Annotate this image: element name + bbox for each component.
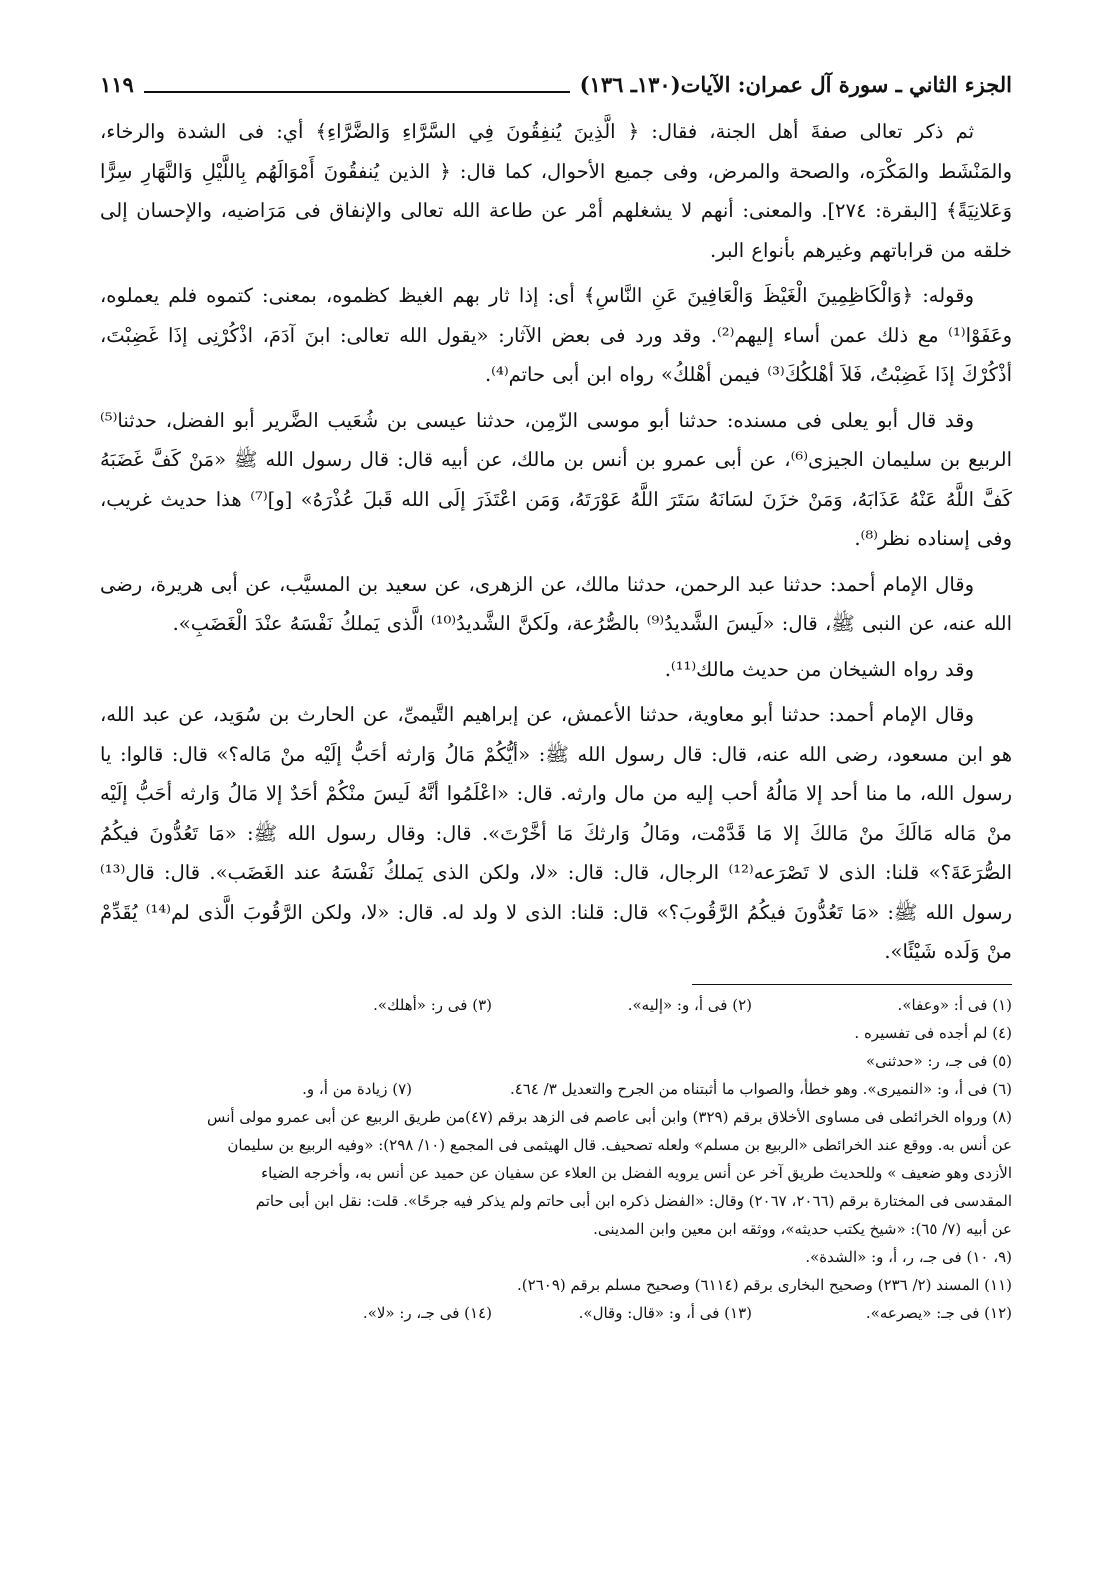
footnote: (١٣) فى أ، و: «قال: وقال».	[578, 1303, 752, 1322]
footnote-row	[100, 1075, 1012, 1103]
footnote-line: عن أبيه (٧/ ٦٥): «شيخ يكتب حديثه»، ووثقه ابن معين وابن المدينى.	[593, 1219, 1012, 1238]
running-header	[100, 68, 1012, 102]
footnote-line: الأزدى وهو ضعيف » وللحديث طريق آخر عن أنس يرويه الفضل بن العلاء عن سفيان عن حميد عن أنس به، وأخرجه الضياء	[261, 1163, 1012, 1182]
footnote-separator	[692, 984, 1012, 985]
paragraph: وقال الإمام أحمد: حدثنا عبد الرحمن، حدثنا مالك، عن الزهرى، عن سعيد بن المسيَّب، عن أبى هريرة، رضى الله عنه، عن النبى ﷺ، قال: «لَيسَ الشَّديدُ⁽⁹⁾ بالصُّرُعة، ولَكنَّ الشَّديدُ⁽¹⁰⁾ الَّذى يَملكُ نَفْسَهُ عنْدَ الْغَضَبِ».	[100, 572, 1012, 635]
footnote: (٢) فى أ، و: «إليه».	[627, 995, 752, 1014]
footnote-line: (٨) ورواه الخرائطى فى مساوى الأخلاق برقم (٣٢٩) وابن أبى عاصم فى الزهد برقم (٤٧)من طريق الربيع عن أبى عمرو مولى أنس	[207, 1107, 1012, 1126]
footnote: (٧) زيادة من أ، و.	[302, 1079, 412, 1098]
footnote: (١١) المسند (٢/ ٢٣٦) وصحيح البخارى برقم (٦١١٤) وصحيح مسلم برقم (٢٦٠٩).	[517, 1275, 1012, 1294]
footnote: (٦) فى أ، و: «النميرى». وهو خطأ، والصواب ما أثبتناه من الجرح والتعديل ٣/ ٤٦٤.	[509, 1079, 1012, 1098]
footnote: (١٤) فى جـ، ر: «لا».	[362, 1303, 492, 1322]
footnote-line: عن أنس به. ووقع عند الخرائطى «الربيع بن مسلم» ولعله تصحيف. قال الهيثمى فى المجمع (١٠/ ٢٩٨): «وفيه الربيع بن سليمان	[227, 1135, 1012, 1154]
page-number: ١١٩	[100, 72, 134, 97]
paragraph: وقد رواه الشيخان من حديث مالك⁽¹¹⁾.	[664, 657, 974, 681]
footnote-row	[100, 1299, 1012, 1327]
footnote: (١) فى أ: «وعفا».	[897, 995, 1012, 1014]
paragraph: ثم ذكر تعالى صفةَ أهل الجنة، فقال: ﴿ الَّذِينَ يُنفِقُونَ فِي السَّرَّاءِ وَالضَّرَّاءِ﴾ أي: فى الشدة والرخاء، والمَنْشَط والمَكْرَه، والصحة والمرض، وفى جميع الأحوال، كما قال: ﴿ الذين يُنفقُونَ أَمْوَالَهُم بِاللَّيْلِ وَالنَّهَارِ سِرًّا وَعَلانِيَةً﴾ [البقرة: ٢٧٤]. والمعنى: أنهم لا يشغلهم أمْر عن طاعة الله تعالى والإنفاق فى مَرَاضيه، والإحسان إلى خلقه من قراباتهم وغيرهم بأنواع البر.	[100, 120, 1012, 262]
footnote: (٥) فى جـ، ر: «حدثنى»	[865, 1051, 1012, 1070]
footnote-row	[100, 991, 1012, 1019]
footnote-line: المقدسى فى المختارة برقم (٢٠٦٦، ٢٠٦٧) وقال: «الفضل ذكره ابن أبى حاتم ولم يذكر فيه جرحًا». قلت: نقل ابن أبى حاتم	[255, 1191, 1012, 1210]
paragraph: وقوله: ﴿وَالْكَاظِمِينَ الْغَيْظَ وَالْعَافِينَ عَنِ النَّاسِ﴾ أى: إذا ثار بهم الغيظ كظموه، بمعنى: كتموه فلم يعملوه، وعَفَوْا⁽¹⁾ مع ذلك عمن أساء إليهم⁽²⁾. وقد ورد فى بعض الآثار: «يقول الله تعالى: ابنَ آدَمَ، اذْكُرْنِى إذَا غَضِبْتَ، أذْكُرْكَ إذَا غَضِبْتُ، فَلاَ أهْلكُكَ⁽³⁾ فيمن أهْلكُ» رواه ابن أبى حاتم⁽⁴⁾.	[100, 284, 1012, 386]
footnote: (١٢) فى جـ: «يصرعه».	[865, 1303, 1012, 1322]
footnote: (٤) لم أجده فى تفسيره .	[854, 1023, 1012, 1042]
paragraph: وقال الإمام أحمد: حدثنا أبو معاوية، حدثنا الأعمش، عن إبراهيم التَّيمىِّ، عن الحارث بن سُوَيد، عن عبد الله، هو ابن مسعود، رضى الله عنه، قال: قال رسول الله ﷺ: «أيُّكُمْ مَالُ وَارثه أحَبُّ إلَيْه منْ مَاله؟» قال: قالوا: يا رسول الله، ما منا أحد إلا مَالُهُ أحب إليه من مال وارثه. قال: «اعْلَمُوا أنَّهُ لَيسَ منْكُمْ أحَدٌ إلا مَالُ وَارثه أحَبُّ إلَيْه منْ مَاله مَالَكَ منْ مَالكَ إلا مَا قَدَّمْت، ومَالُ وَارثكَ مَا أخَّرْتَ». قال: وقال رسول الله ﷺ: «مَا تَعُدُّونَ فيكُمُ الصُّرَعَةَ؟» قلنا: الذى لا تَصْرَعه⁽¹²⁾ الرجال، قال: قال: «لا، ولكن الذى يَملكُ نَفْسَهُ عند الغَضَب». قال: قال⁽¹³⁾ رسول الله ﷺ: «مَا تَعُدُّونَ فيكُمُ الرَّقُوبَ؟» قال: قلنا: الذى لا ولد له. قال: «لا، ولكن الرَّقُوبَ الَّذى لم⁽¹⁴⁾ يُقَدِّمْ منْ وَلَده شَيْئًا».	[100, 703, 1012, 963]
paragraph: وقد قال أبو يعلى فى مسنده: حدثنا أبو موسى الزّمِن، حدثنا عيسى بن شُعَيب الضَّرير أبو الفضل، حدثنا⁽⁵⁾ الربيع بن سليمان الجيزى⁽⁶⁾، عن أبى عمرو بن أنس بن مالك، عن أبيه قال: قال رسول الله ﷺ «مَنْ كَفَّ غَضَبَهُ كَفَّ اللَّهُ عَنْهُ عَذَابَهُ، وَمَنْ خزَنَ لسَانَهُ سَتَرَ اللَّهُ عَوْرَتَهُ، وَمَن اعْتَذَرَ إلَى الله قَبلَ عُذْرَهُ» [و]⁽⁷⁾ هذا حديث غريب، وفى إسناده نظر⁽⁸⁾.	[100, 408, 1012, 550]
header-rule	[144, 91, 570, 93]
book-page	[100, 68, 1012, 1327]
footnote: (٩، ١٠) فى جـ، ر، أ، و: «الشدة».	[805, 1247, 1012, 1266]
footnote: (٣) فى ر: «أهلك».	[373, 995, 492, 1014]
footnotes	[100, 991, 1012, 1327]
page-title: الجزء الثاني ـ سورة آل عمران: الآيات(١٣٠ـ ١٣٦)	[579, 72, 1012, 97]
main-text	[100, 112, 1012, 972]
